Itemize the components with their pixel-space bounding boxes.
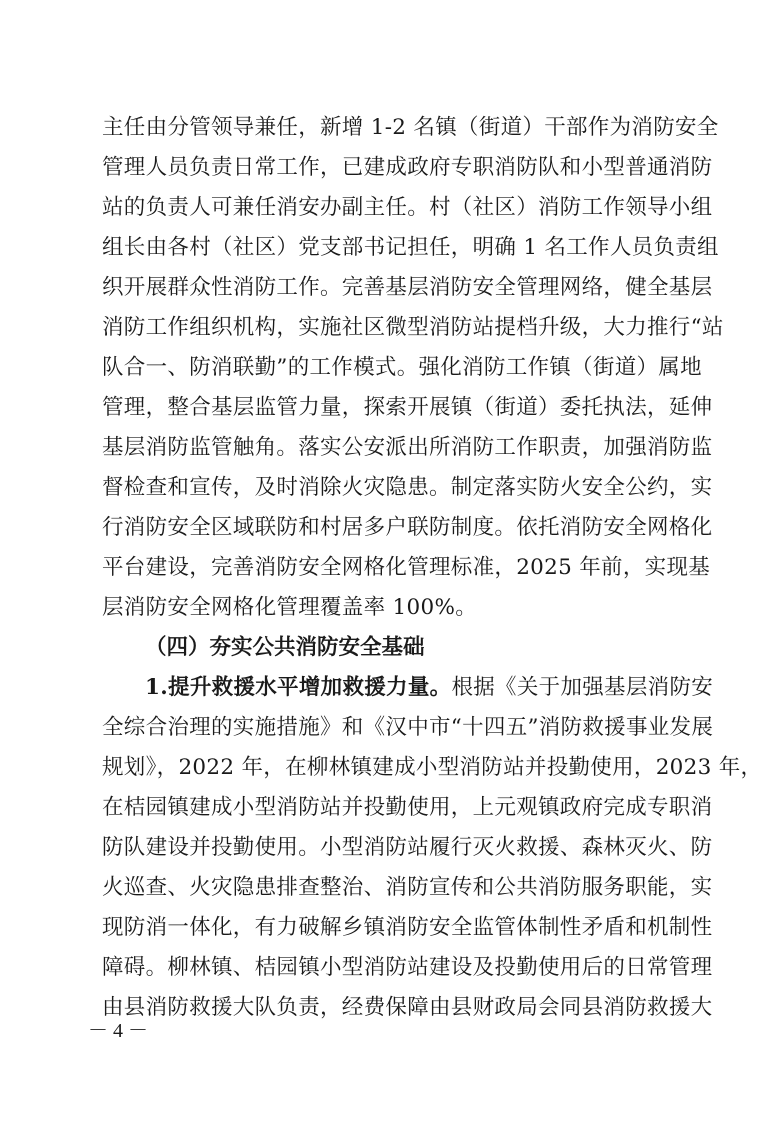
- page-number: － 4 －: [88, 1020, 148, 1042]
- text-line: 在桔园镇建成小型消防站并投勤使用，上元观镇政府完成专职消: [102, 795, 713, 820]
- text-line: 全综合治理的实施措施》和《汉中市“十四五”消防救援事业发展: [102, 715, 714, 740]
- text-line: 队合一、防消联勤”的工作模式。强化消防工作镇（街道）属地: [102, 355, 702, 380]
- text-line: 防队建设并投勤使用。小型消防站履行灭火救援、森林灭火、防: [102, 835, 713, 860]
- text-line: 由县消防救援大队负责，经费保障由县财政局会同县消防救援大: [102, 995, 713, 1020]
- text-line: 现防消一体化，有力破解乡镇消防安全监管体制性矛盾和机制性: [102, 915, 713, 940]
- text-line-rest: 根据《关于加强基层消防安: [451, 675, 714, 700]
- text-line: 督检查和宣传，及时消除火灾隐患。制定落实防火安全公约，实: [102, 475, 713, 500]
- section-heading: （四）夯实公共消防安全基础: [145, 635, 425, 660]
- text-line: 火巡查、火灾隐患排查整治、消防宣传和公共消防服务职能，实: [102, 875, 713, 900]
- text-line: 消防工作组织机构，实施社区微型消防站提档升级，大力推行“站: [102, 315, 724, 340]
- text-line: 织开展群众性消防工作。完善基层消防安全管理网络，健全基层: [102, 275, 713, 300]
- text-line: 主任由分管领导兼任，新增 1-2 名镇（街道）干部作为消防安全: [102, 115, 719, 140]
- text-line: 规划》，2022 年，在柳林镇建成小型消防站并投勤使用，2023 年，: [102, 755, 763, 780]
- text-line: 障碍。柳林镇、桔园镇小型消防站建设及投勤使用后的日常管理: [102, 955, 713, 980]
- text-line: 组长由各村（社区）党支部书记担任，明确 1 名工作人员负责组: [102, 235, 719, 260]
- paragraph-lead-title: 1.提升救援水平增加救援力量。: [145, 675, 452, 700]
- text-line: 基层消防监管触角。落实公安派出所消防工作职责，加强消防监: [102, 435, 713, 460]
- text-line: 管理，整合基层监管力量，探索开展镇（街道）委托执法，延伸: [102, 395, 713, 420]
- text-line: 层消防安全网格化管理覆盖率 100%。: [102, 595, 478, 620]
- text-line: [145, 674, 713, 702]
- text-line: 管理人员负责日常工作，已建成政府专职消防队和小型普通消防: [102, 155, 713, 180]
- text-line: 行消防安全区域联防和村居多户联防制度。依托消防安全网格化: [102, 515, 713, 540]
- text-line: 平台建设，完善消防安全网格化管理标准，2025 年前，实现基: [102, 555, 711, 580]
- text-line: 站的负责人可兼任消安办副主任。村（社区）消防工作领导小组: [102, 195, 713, 220]
